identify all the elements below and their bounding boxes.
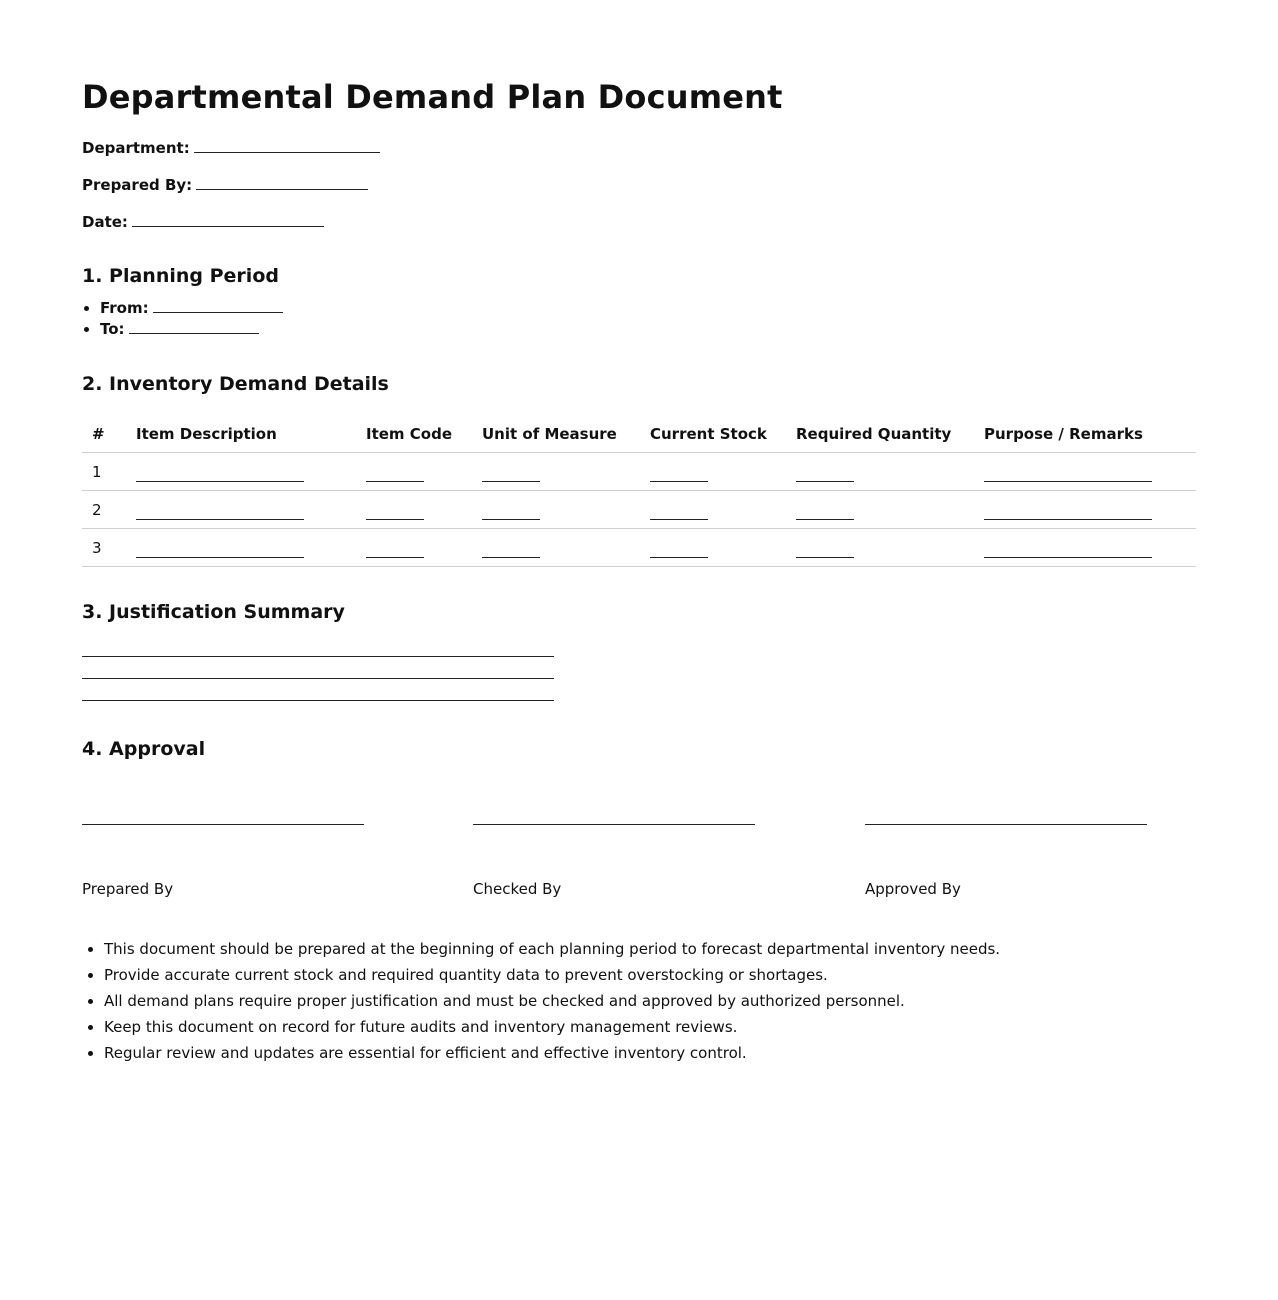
period-from-item	[100, 298, 283, 319]
row-number: 1	[82, 453, 126, 491]
current-stock-blank[interactable]	[640, 491, 786, 529]
period-to-item	[100, 319, 283, 340]
column-header-item-description: Item Description	[126, 415, 356, 453]
column-header-current-stock: Current Stock	[640, 415, 786, 453]
purpose-remarks-blank[interactable]	[974, 453, 1196, 491]
section-justification: 3. Justification Summary	[82, 601, 345, 623]
section-inventory-details: 2. Inventory Demand Details	[82, 373, 389, 395]
signature-label-checked-by: Checked By	[473, 880, 562, 898]
note-item: • Keep this document on record for future audits and inventory management reviews.	[104, 1014, 1000, 1040]
justification-line-3[interactable]	[82, 700, 554, 701]
date-field	[82, 212, 324, 231]
note-item: • Regular review and updates are essential for efficient and effective inventory control.	[104, 1040, 1000, 1066]
period-from-label: From:	[100, 299, 149, 317]
item-description-blank[interactable]	[126, 491, 356, 529]
table-row	[82, 491, 1196, 529]
prepared-by-blank[interactable]	[196, 175, 368, 190]
justification-line-1[interactable]	[82, 656, 554, 657]
unit-of-measure-blank[interactable]	[472, 491, 640, 529]
signature-line-checked-by[interactable]	[473, 790, 755, 825]
signature-label-prepared-by: Prepared By	[82, 880, 174, 898]
period-to-blank[interactable]	[129, 319, 259, 334]
purpose-remarks-blank[interactable]	[974, 529, 1196, 567]
department-field	[82, 138, 380, 157]
table-row	[82, 529, 1196, 567]
date-blank[interactable]	[132, 212, 324, 227]
item-description-blank[interactable]	[126, 453, 356, 491]
period-from-blank[interactable]	[153, 298, 283, 313]
note-item: • Provide accurate current stock and required quantity data to prevent overstocking or shortages.	[104, 962, 1000, 988]
required-quantity-blank[interactable]	[786, 453, 974, 491]
planning-period-list	[82, 298, 283, 340]
purpose-remarks-blank[interactable]	[974, 491, 1196, 529]
unit-of-measure-blank[interactable]	[472, 453, 640, 491]
inventory-demand-table	[82, 415, 1196, 567]
column-header-unit-of-measure: Unit of Measure	[472, 415, 640, 453]
signature-line-approved-by[interactable]	[865, 790, 1147, 825]
department-label: Department:	[82, 139, 190, 157]
section-planning-period: 1. Planning Period	[82, 265, 279, 287]
signature-approved-by	[865, 790, 1147, 898]
note-item: • This document should be prepared at the beginning of each planning period to forecast departmental inventory needs.	[104, 936, 1000, 962]
item-code-blank[interactable]	[356, 491, 472, 529]
period-to-label: To:	[100, 320, 125, 338]
prepared-by-field	[82, 175, 368, 194]
table-row	[82, 453, 1196, 491]
document-title: Departmental Demand Plan Document	[82, 78, 783, 116]
item-description-blank[interactable]	[126, 529, 356, 567]
table-header-row	[82, 415, 1196, 453]
date-label: Date:	[82, 213, 128, 231]
section-approval: 4. Approval	[82, 738, 206, 760]
signature-checked-by	[473, 790, 755, 898]
unit-of-measure-blank[interactable]	[472, 529, 640, 567]
notes-list	[82, 936, 1000, 1066]
prepared-by-label: Prepared By:	[82, 176, 193, 194]
signature-prepared-by	[82, 790, 364, 898]
row-number: 2	[82, 491, 126, 529]
column-header-purpose-remarks: Purpose / Remarks	[974, 415, 1196, 453]
row-number: 3	[82, 529, 126, 567]
item-code-blank[interactable]	[356, 529, 472, 567]
signature-label-approved-by: Approved By	[865, 880, 961, 898]
current-stock-blank[interactable]	[640, 453, 786, 491]
required-quantity-blank[interactable]	[786, 529, 974, 567]
item-code-blank[interactable]	[356, 453, 472, 491]
column-header-number: #	[82, 415, 126, 453]
signature-line-prepared-by[interactable]	[82, 790, 364, 825]
required-quantity-blank[interactable]	[786, 491, 974, 529]
department-blank[interactable]	[194, 138, 380, 153]
current-stock-blank[interactable]	[640, 529, 786, 567]
note-item: • All demand plans require proper justification and must be checked and approved by authorized personnel.	[104, 988, 1000, 1014]
column-header-required-quantity: Required Quantity	[786, 415, 974, 453]
justification-line-2[interactable]	[82, 678, 554, 679]
column-header-item-code: Item Code	[356, 415, 472, 453]
